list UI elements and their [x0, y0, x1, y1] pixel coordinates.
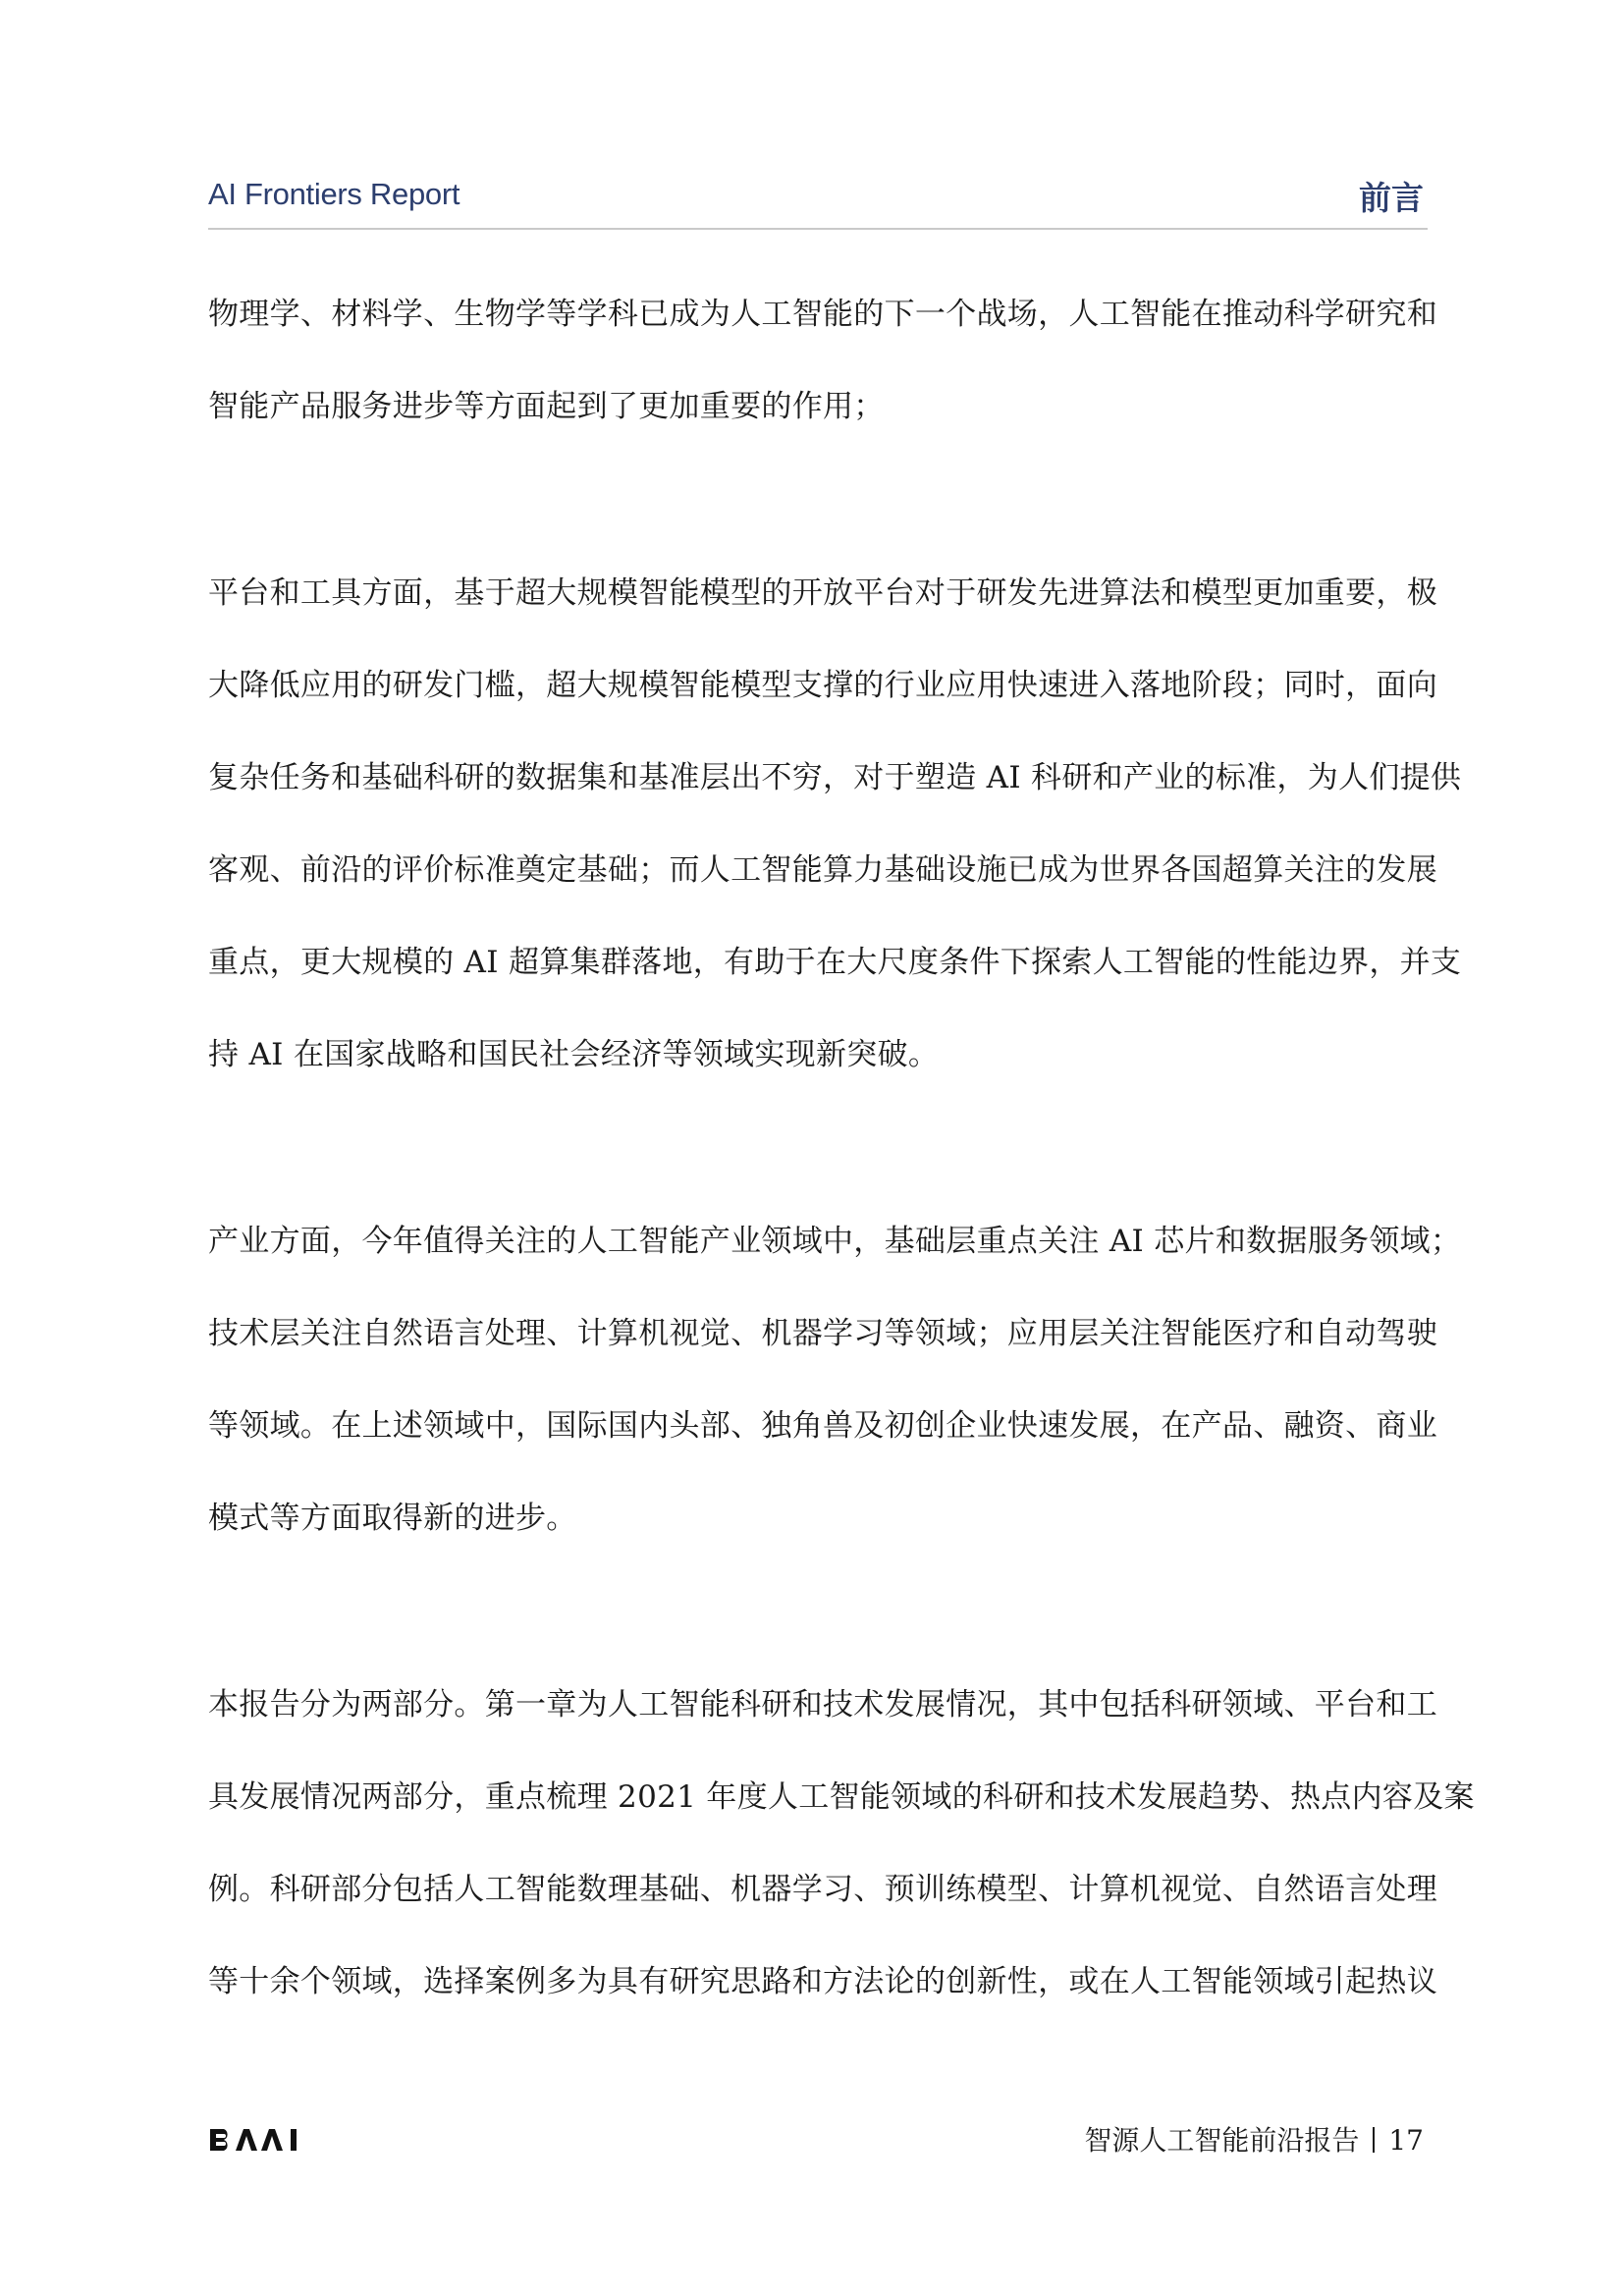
section-title: 前言	[1359, 179, 1424, 217]
report-name: 智源人工智能前沿报告	[1084, 2124, 1360, 2157]
text-line: 等十余个领域，选择案例多为具有研究思路和方法论的创新性，或在人工智能领域引起热议	[208, 1964, 1437, 1999]
text-line: 物理学、材料学、生物学等学科已成为人工智能的下一个战场，人工智能在推动科学研究和	[208, 297, 1437, 332]
page-header	[208, 173, 1428, 230]
footer-divider	[1373, 2127, 1375, 2153]
text-line: 重点，更大规模的 AI 超算集群落地，有助于在大尺度条件下探索人工智能的性能边界，并支	[208, 945, 1462, 980]
page-footer	[208, 2119, 1428, 2168]
text-line: 模式等方面取得新的进步。	[208, 1501, 577, 1536]
page-number: 17	[1388, 2124, 1424, 2157]
footer-label	[1084, 2119, 1424, 2159]
text-line: 大降低应用的研发门槛，超大规模智能模型支撑的行业应用快速进入落地阶段；同时，面向	[208, 668, 1437, 703]
text-line: 产业方面，今年值得关注的人工智能产业领域中，基础层重点关注 AI 芯片和数据服务领域；	[208, 1224, 1462, 1259]
text-line: 客观、前沿的评价标准奠定基础；而人工智能算力基础设施已成为世界各国超算关注的发展	[208, 852, 1437, 888]
paragraph	[208, 1675, 1475, 2045]
text-line: 智能产品服务进步等方面起到了更加重要的作用；	[208, 389, 885, 424]
paragraph	[208, 1212, 1462, 1581]
text-line: 等领域。在上述领域中，国际国内头部、独角兽及初创企业快速发展，在产品、融资、商业	[208, 1408, 1437, 1444]
paragraph	[208, 285, 1437, 469]
text-line: 平台和工具方面，基于超大规模智能模型的开放平台对于研发先进算法和模型更加重要，极	[208, 575, 1437, 611]
text-line: 具发展情况两部分，重点梳理 2021 年度人工智能领域的科研和技术发展趋势、热点内容及案	[208, 1779, 1475, 1815]
text-line: 例。科研部分包括人工智能数理基础、机器学习、预训练模型、计算机视觉、自然语言处理	[208, 1872, 1437, 1907]
body-text	[208, 285, 1475, 2139]
text-line: 持 AI 在国家战略和国民社会经济等领域实现新突破。	[208, 1037, 940, 1072]
report-title-en: AI Frontiers Report	[208, 177, 460, 211]
baai-logo	[208, 2125, 306, 2155]
paragraph	[208, 564, 1462, 1118]
text-line: 技术层关注自然语言处理、计算机视觉、机器学习等领域；应用层关注智能医疗和自动驾驶	[208, 1316, 1437, 1351]
text-line: 本报告分为两部分。第一章为人工智能科研和技术发展情况，其中包括科研领域、平台和工	[208, 1687, 1437, 1722]
text-line: 复杂任务和基础科研的数据集和基准层出不穷，对于塑造 AI 科研和产业的标准，为人们提供	[208, 760, 1462, 795]
